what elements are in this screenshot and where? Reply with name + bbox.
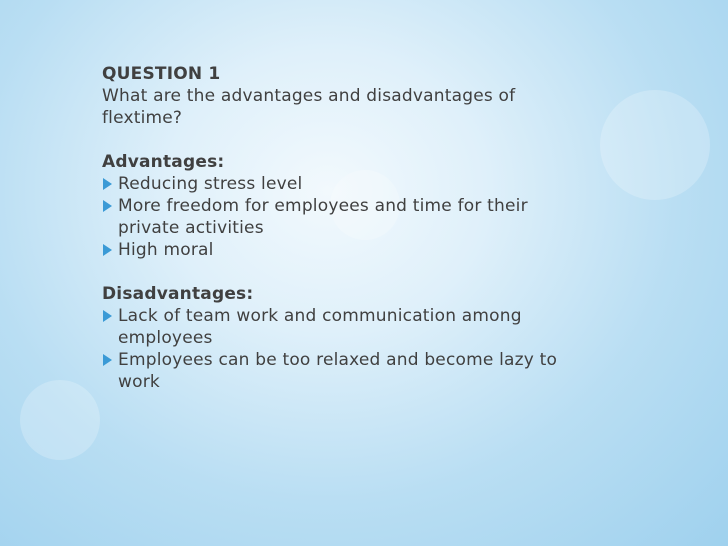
- advantage-text: More freedom for employees and time for their private activities: [118, 196, 528, 238]
- advantages-heading: Advantages:: [102, 152, 225, 172]
- advantage-item: [102, 239, 582, 261]
- background-bokeh: [20, 380, 100, 460]
- disadvantage-item: [102, 349, 588, 393]
- disadvantage-text: Employees can be too relaxed and become lazy to work: [118, 350, 558, 392]
- triangle-bullet-icon: [103, 310, 112, 322]
- spacer: [102, 129, 582, 151]
- question-text: What are the advantages and disadvantages of flextime?: [102, 86, 516, 128]
- spacer: [102, 261, 582, 283]
- advantage-item: [102, 173, 582, 195]
- triangle-bullet-icon: [103, 244, 112, 256]
- advantage-text: Reducing stress level: [118, 174, 303, 194]
- question-label: QUESTION 1: [102, 64, 221, 84]
- triangle-bullet-icon: [103, 200, 112, 212]
- disadvantage-text: Lack of team work and communication among employees: [118, 306, 522, 348]
- advantage-item: [102, 195, 558, 239]
- advantage-text: High moral: [118, 240, 214, 260]
- triangle-bullet-icon: [103, 178, 112, 190]
- disadvantage-item: [102, 305, 543, 349]
- triangle-bullet-icon: [103, 354, 112, 366]
- slide-content: [102, 63, 582, 393]
- background-bokeh: [600, 90, 710, 200]
- disadvantages-heading: Disadvantages:: [102, 284, 254, 304]
